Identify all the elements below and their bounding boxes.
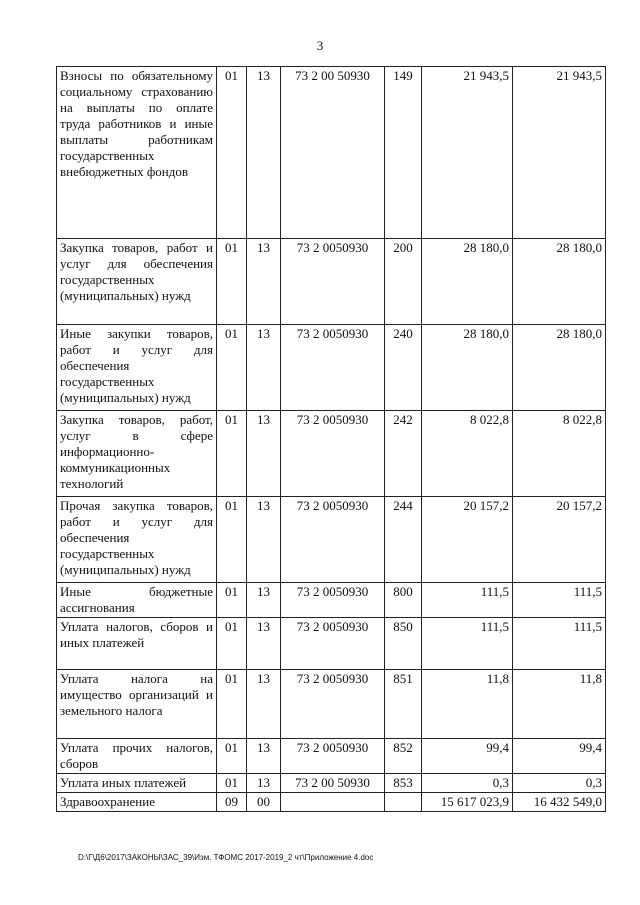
row-expense-type: 853	[385, 774, 422, 793]
row-sum-year1: 8 022,8	[422, 411, 513, 497]
row-sum-year2: 20 157,2	[513, 497, 606, 583]
row-subsection: 13	[247, 739, 281, 774]
row-target-article: 73 2 0050930	[281, 739, 385, 774]
row-name: Уплата прочих налогов, сборов	[57, 739, 217, 774]
row-expense-type: 242	[385, 411, 422, 497]
row-target-article	[281, 793, 385, 812]
row-name: Иные закупки товаров, работ и услуг для обеспечения государственных (муниципальных) нужд	[57, 325, 217, 411]
row-subsection: 13	[247, 497, 281, 583]
row-subsection: 13	[247, 774, 281, 793]
row-target-article: 73 2 0050930	[281, 325, 385, 411]
row-sum-year1: 28 180,0	[422, 239, 513, 325]
row-expense-type	[385, 793, 422, 812]
row-section: 01	[217, 67, 247, 239]
footer-file-path: D:\Г\Д6\2017\ЗАКОНЫ\ЗАС_39\Изм. ТФОМС 2017-2019_2 чт\Приложение 4.doc	[78, 853, 374, 862]
row-name: Иные бюджетные ассигнования	[57, 583, 217, 618]
row-name: Взносы по обязательному социальному страхованию на выплаты по оплате труда работников и иные выплаты работникам государственных внебюджетных фондов	[57, 67, 217, 239]
row-subsection: 13	[247, 239, 281, 325]
table-row	[57, 793, 606, 812]
row-target-article: 73 2 0050930	[281, 670, 385, 739]
row-section: 01	[217, 497, 247, 583]
row-expense-type: 800	[385, 583, 422, 618]
table-row	[57, 67, 606, 239]
row-section: 01	[217, 618, 247, 670]
row-name: Здравоохранение	[57, 793, 217, 812]
row-sum-year2: 0,3	[513, 774, 606, 793]
table-row	[57, 583, 606, 618]
table-row	[57, 325, 606, 411]
row-name: Уплата налогов, сборов и иных платежей	[57, 618, 217, 670]
row-target-article: 73 2 00 50930	[281, 67, 385, 239]
row-sum-year2: 8 022,8	[513, 411, 606, 497]
row-expense-type: 852	[385, 739, 422, 774]
row-name: Уплата налога на имущество организаций и земельного налога	[57, 670, 217, 739]
row-sum-year1: 28 180,0	[422, 325, 513, 411]
row-section: 01	[217, 774, 247, 793]
row-section: 01	[217, 239, 247, 325]
row-section: 01	[217, 583, 247, 618]
row-sum-year2: 28 180,0	[513, 239, 606, 325]
row-name: Закупка товаров, работ и услуг для обеспечения государственных (муниципальных) нужд	[57, 239, 217, 325]
row-subsection: 13	[247, 325, 281, 411]
row-section: 01	[217, 739, 247, 774]
row-section: 01	[217, 670, 247, 739]
row-expense-type: 200	[385, 239, 422, 325]
row-subsection: 00	[247, 793, 281, 812]
table-row	[57, 411, 606, 497]
row-sum-year1: 15 617 023,9	[422, 793, 513, 812]
row-expense-type: 851	[385, 670, 422, 739]
table-row	[57, 774, 606, 793]
table-row	[57, 239, 606, 325]
row-sum-year1: 21 943,5	[422, 67, 513, 239]
page-number: 3	[316, 38, 324, 53]
row-expense-type: 850	[385, 618, 422, 670]
row-expense-type: 149	[385, 67, 422, 239]
row-expense-type: 244	[385, 497, 422, 583]
row-sum-year2: 16 432 549,0	[513, 793, 606, 812]
table-row	[57, 670, 606, 739]
row-name: Закупка товаров, работ, услуг в сфере информационно-коммуникационных технологий	[57, 411, 217, 497]
row-target-article: 73 2 0050930	[281, 497, 385, 583]
table-row	[57, 497, 606, 583]
row-target-article: 73 2 0050930	[281, 618, 385, 670]
row-target-article: 73 2 00 50930	[281, 774, 385, 793]
row-subsection: 13	[247, 583, 281, 618]
row-sum-year1: 11,8	[422, 670, 513, 739]
row-subsection: 13	[247, 67, 281, 239]
row-name: Прочая закупка товаров, работ и услуг для обеспечения государственных (муниципальных) нужд	[57, 497, 217, 583]
row-sum-year1: 111,5	[422, 583, 513, 618]
row-sum-year2: 111,5	[513, 618, 606, 670]
row-section: 01	[217, 411, 247, 497]
row-subsection: 13	[247, 670, 281, 739]
row-target-article: 73 2 0050930	[281, 411, 385, 497]
row-sum-year2: 11,8	[513, 670, 606, 739]
row-sum-year1: 99,4	[422, 739, 513, 774]
table-row	[57, 739, 606, 774]
row-sum-year1: 20 157,2	[422, 497, 513, 583]
row-target-article: 73 2 0050930	[281, 583, 385, 618]
budget-table	[56, 66, 606, 812]
row-sum-year1: 0,3	[422, 774, 513, 793]
row-sum-year2: 21 943,5	[513, 67, 606, 239]
table-row	[57, 618, 606, 670]
row-expense-type: 240	[385, 325, 422, 411]
row-sum-year2: 111,5	[513, 583, 606, 618]
row-sum-year2: 28 180,0	[513, 325, 606, 411]
row-sum-year1: 111,5	[422, 618, 513, 670]
row-section: 09	[217, 793, 247, 812]
row-section: 01	[217, 325, 247, 411]
row-sum-year2: 99,4	[513, 739, 606, 774]
row-subsection: 13	[247, 618, 281, 670]
row-name: Уплата иных платежей	[57, 774, 217, 793]
row-subsection: 13	[247, 411, 281, 497]
row-target-article: 73 2 0050930	[281, 239, 385, 325]
